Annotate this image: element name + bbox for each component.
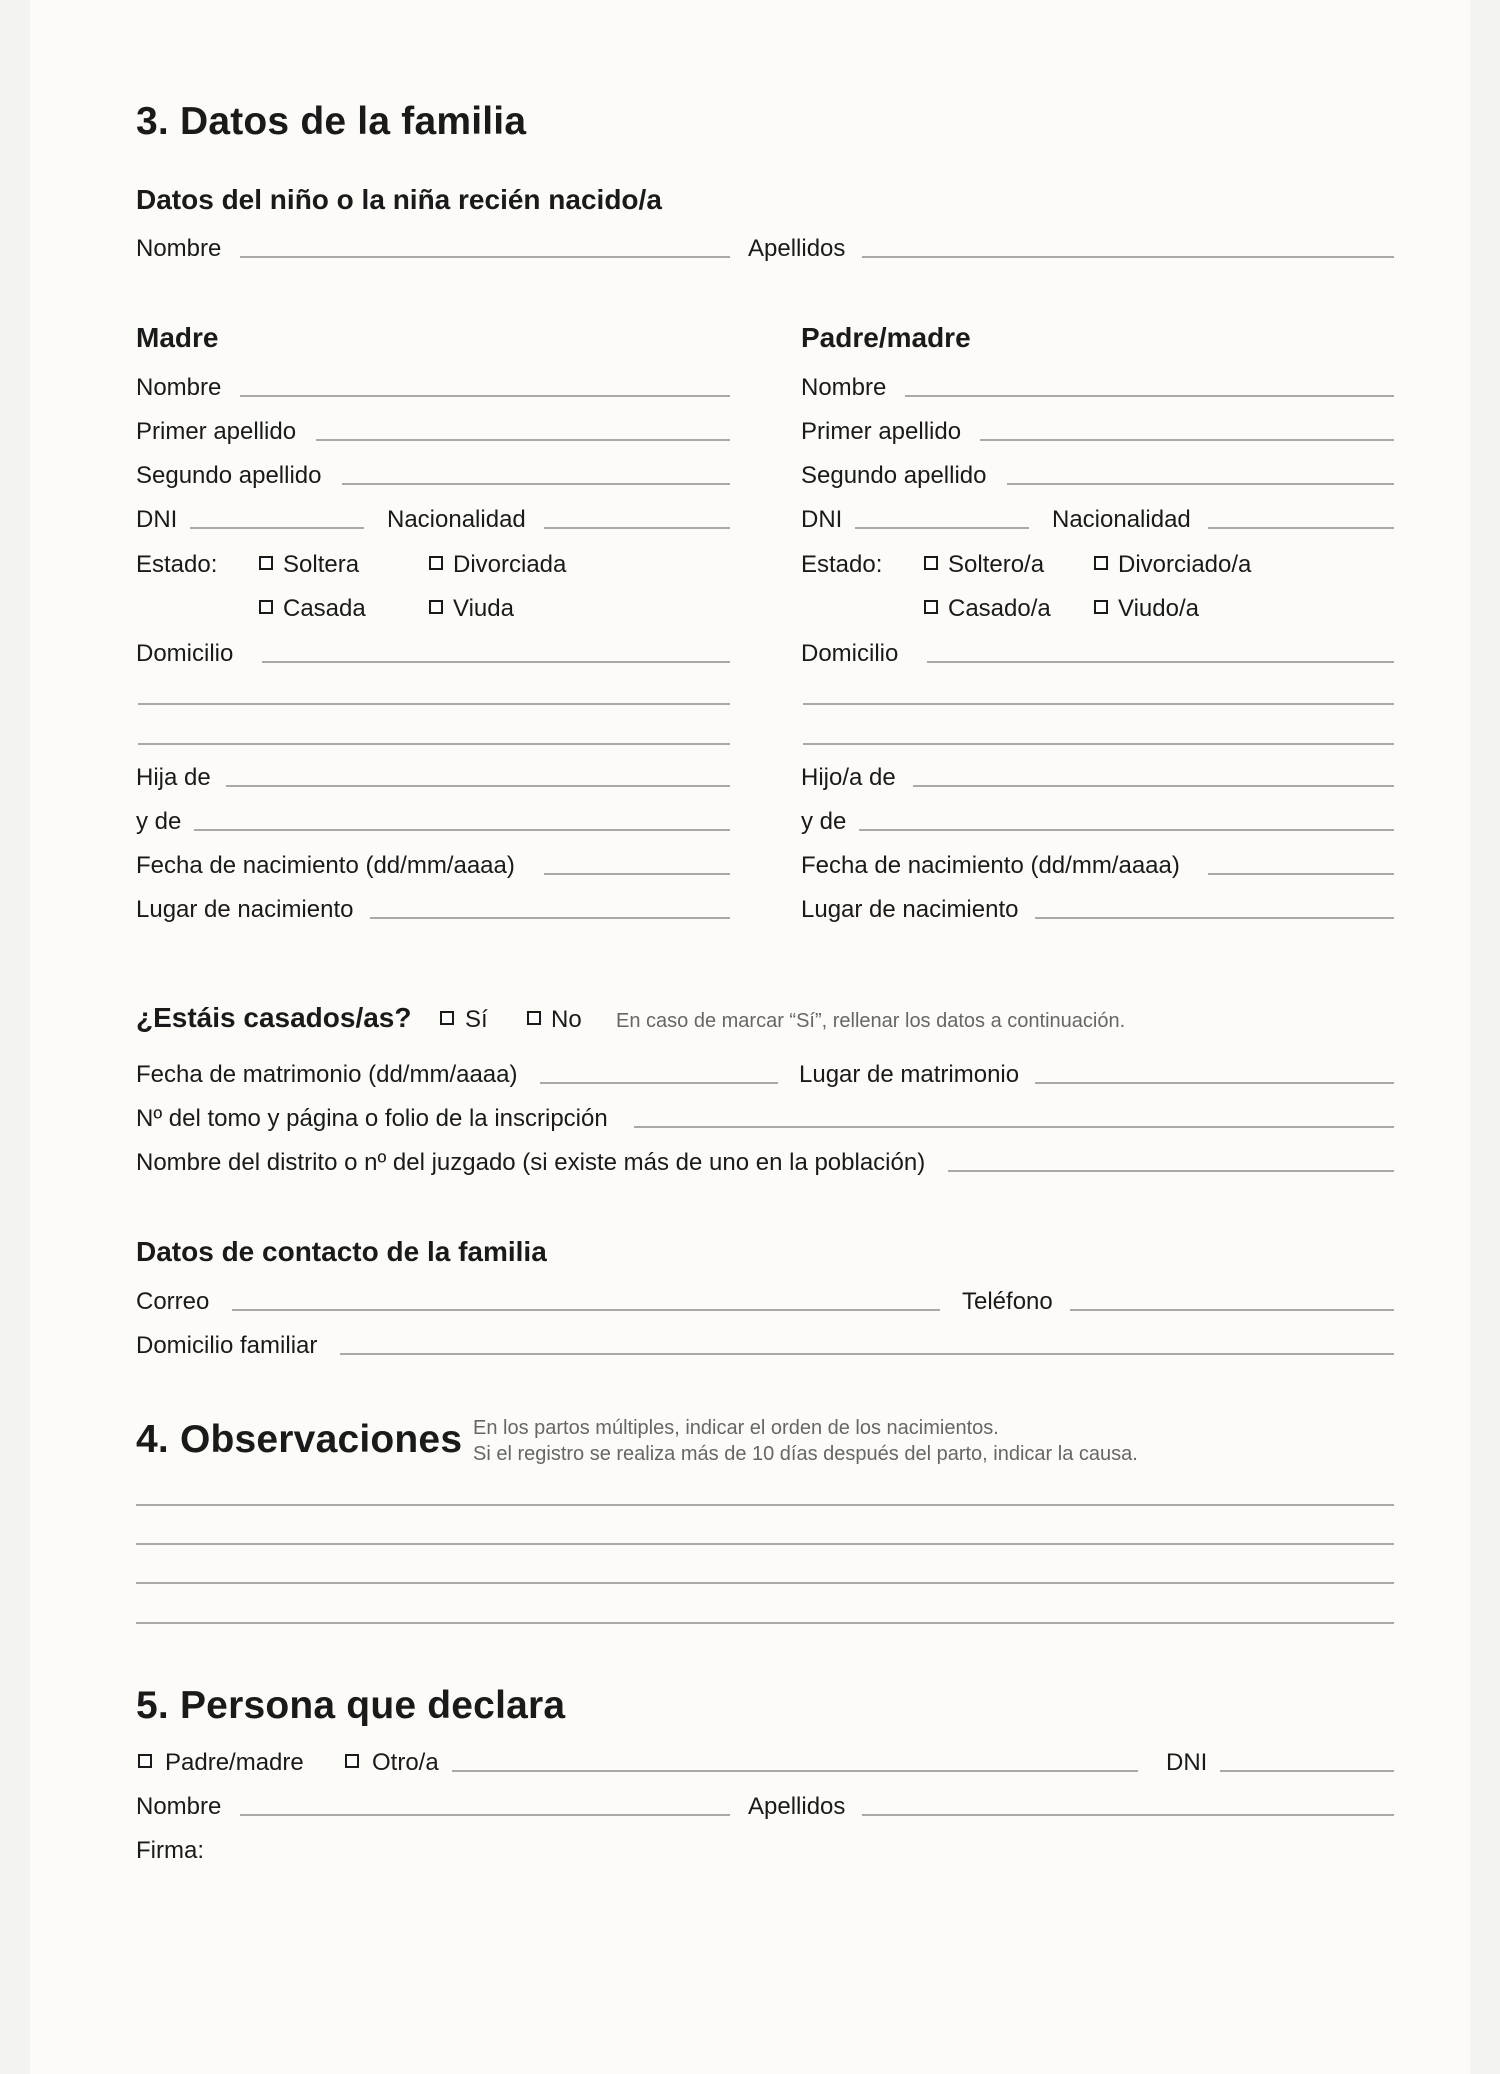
- mother-domicilio-field[interactable]: [262, 661, 730, 663]
- mother-fecha-nac-field[interactable]: [544, 873, 730, 875]
- declarant-padre-madre-label: Padre/madre: [165, 1749, 304, 1776]
- married-yes-checkbox[interactable]: [440, 1011, 454, 1025]
- declarant-otro-label: Otro/a: [372, 1749, 439, 1776]
- observaciones-note-2: Si el registro se realiza más de 10 días después del parto, indicar la causa.: [473, 1443, 1138, 1465]
- parent2-dni-label: DNI: [801, 506, 843, 533]
- mother-domicilio-field-2[interactable]: [138, 703, 730, 705]
- observaciones-line-3[interactable]: [136, 1582, 1394, 1584]
- mother-nacionalidad-field[interactable]: [544, 527, 730, 529]
- lugar-matrimonio-field[interactable]: [1035, 1082, 1394, 1084]
- mother-nombre-label: Nombre: [136, 374, 222, 401]
- parent2-lugar-nac-label: Lugar de nacimiento: [801, 896, 1019, 923]
- lugar-matrimonio-label: Lugar de matrimonio: [799, 1061, 1020, 1088]
- parent2-hijo-de-field[interactable]: [913, 785, 1394, 787]
- parent2-primer-apellido-label: Primer apellido: [801, 418, 962, 445]
- mother-domicilio-label: Domicilio: [136, 640, 234, 667]
- tomo-field[interactable]: [634, 1126, 1394, 1128]
- parent2-divorciado-label: Divorciado/a: [1118, 551, 1252, 578]
- mother-estado-label: Estado:: [136, 551, 218, 578]
- parent2-y-de-field[interactable]: [859, 829, 1394, 831]
- newborn-nombre-field[interactable]: [240, 256, 730, 258]
- newborn-apellidos-label: Apellidos: [748, 235, 846, 262]
- distrito-label: Nombre del distrito o nº del juzgado (si existe más de uno en la población): [136, 1149, 926, 1176]
- mother-viuda-checkbox[interactable]: [429, 600, 443, 614]
- married-no-checkbox[interactable]: [527, 1011, 541, 1025]
- firma-label: Firma:: [136, 1837, 204, 1864]
- correo-field[interactable]: [232, 1309, 940, 1311]
- contact-heading: Datos de contacto de la familia: [136, 1236, 547, 1267]
- observaciones-line-4[interactable]: [136, 1622, 1394, 1624]
- declarant-otro-field[interactable]: [452, 1770, 1138, 1772]
- mother-lugar-nac-field[interactable]: [370, 917, 730, 919]
- fecha-matrimonio-label: Fecha de matrimonio (dd/mm/aaaa): [136, 1061, 518, 1088]
- distrito-field[interactable]: [948, 1170, 1394, 1172]
- parent2-nombre-field[interactable]: [905, 395, 1394, 397]
- mother-heading: Madre: [136, 322, 219, 353]
- mother-dni-label: DNI: [136, 506, 178, 533]
- observaciones-note-1: En los partos múltiples, indicar el orden de los nacimientos.: [473, 1417, 999, 1439]
- parent2-casado-label: Casado/a: [948, 595, 1051, 622]
- mother-primer-apellido-field[interactable]: [316, 439, 730, 441]
- form-page: [30, 0, 1470, 2074]
- parent2-nacionalidad-field[interactable]: [1208, 527, 1394, 529]
- parent2-y-de-label: y de: [801, 808, 847, 835]
- mother-soltera-checkbox[interactable]: [259, 556, 273, 570]
- parent2-dni-field[interactable]: [855, 527, 1029, 529]
- declarant-apellidos-field[interactable]: [862, 1814, 1394, 1816]
- married-yes-label: Sí: [465, 1006, 488, 1033]
- mother-divorciada-checkbox[interactable]: [429, 556, 443, 570]
- married-question: ¿Estáis casados/as?: [136, 1002, 412, 1033]
- parent2-segundo-apellido-label: Segundo apellido: [801, 462, 987, 489]
- parent2-hijo-de-label: Hijo/a de: [801, 764, 896, 791]
- fecha-matrimonio-field[interactable]: [540, 1082, 778, 1084]
- mother-nacionalidad-label: Nacionalidad: [387, 506, 526, 533]
- parent2-divorciado-checkbox[interactable]: [1094, 556, 1108, 570]
- domicilio-familiar-field[interactable]: [340, 1353, 1394, 1355]
- married-no-label: No: [551, 1006, 582, 1033]
- correo-label: Correo: [136, 1288, 210, 1315]
- telefono-label: Teléfono: [962, 1288, 1053, 1315]
- parent2-domicilio-field-3[interactable]: [803, 743, 1394, 745]
- parent2-fecha-nac-field[interactable]: [1208, 873, 1394, 875]
- parent2-fecha-nac-label: Fecha de nacimiento (dd/mm/aaaa): [801, 852, 1180, 879]
- mother-lugar-nac-label: Lugar de nacimiento: [136, 896, 354, 923]
- mother-casada-label: Casada: [283, 595, 366, 622]
- parent2-soltero-label: Soltero/a: [948, 551, 1045, 578]
- declarant-dni-label: DNI: [1166, 1749, 1208, 1776]
- mother-segundo-apellido-label: Segundo apellido: [136, 462, 322, 489]
- parent2-viudo-label: Viudo/a: [1118, 595, 1199, 622]
- mother-casada-checkbox[interactable]: [259, 600, 273, 614]
- tomo-label: Nº del tomo y página o folio de la inscripción: [136, 1105, 608, 1132]
- parent2-soltero-checkbox[interactable]: [924, 556, 938, 570]
- mother-fecha-nac-label: Fecha de nacimiento (dd/mm/aaaa): [136, 852, 515, 879]
- mother-y-de-label: y de: [136, 808, 182, 835]
- declarant-nombre-field[interactable]: [240, 1814, 730, 1816]
- parent2-heading: Padre/madre: [801, 322, 971, 353]
- mother-nombre-field[interactable]: [240, 395, 730, 397]
- observaciones-line-1[interactable]: [136, 1504, 1394, 1506]
- section-3-title: 3. Datos de la familia: [136, 100, 527, 143]
- parent2-casado-checkbox[interactable]: [924, 600, 938, 614]
- married-note: En caso de marcar “Sí”, rellenar los datos a continuación.: [616, 1010, 1126, 1032]
- parent2-primer-apellido-field[interactable]: [980, 439, 1394, 441]
- section-4-title: 4. Observaciones: [136, 1418, 463, 1461]
- newborn-heading: Datos del niño o la niña recién nacido/a: [136, 184, 662, 215]
- domicilio-familiar-label: Domicilio familiar: [136, 1332, 318, 1359]
- section-5-title: 5. Persona que declara: [136, 1684, 566, 1727]
- mother-hija-de-field[interactable]: [226, 785, 730, 787]
- parent2-estado-label: Estado:: [801, 551, 883, 578]
- parent2-domicilio-field-2[interactable]: [803, 703, 1394, 705]
- telefono-field[interactable]: [1070, 1309, 1394, 1311]
- newborn-nombre-label: Nombre: [136, 235, 222, 262]
- mother-viuda-label: Viuda: [453, 595, 514, 622]
- mother-divorciada-label: Divorciada: [453, 551, 567, 578]
- mother-hija-de-label: Hija de: [136, 764, 211, 791]
- parent2-domicilio-field[interactable]: [927, 661, 1394, 663]
- mother-primer-apellido-label: Primer apellido: [136, 418, 297, 445]
- parent2-lugar-nac-field[interactable]: [1035, 917, 1394, 919]
- mother-segundo-apellido-field[interactable]: [342, 483, 730, 485]
- parent2-segundo-apellido-field[interactable]: [1007, 483, 1394, 485]
- mother-dni-field[interactable]: [190, 527, 364, 529]
- parent2-nacionalidad-label: Nacionalidad: [1052, 506, 1191, 533]
- mother-soltera-label: Soltera: [283, 551, 360, 578]
- declarant-padre-madre-checkbox[interactable]: [138, 1754, 152, 1768]
- newborn-apellidos-field[interactable]: [862, 256, 1394, 258]
- parent2-domicilio-label: Domicilio: [801, 640, 899, 667]
- declarant-dni-field[interactable]: [1220, 1770, 1394, 1772]
- parent2-nombre-label: Nombre: [801, 374, 887, 401]
- declarant-otro-checkbox[interactable]: [345, 1754, 359, 1768]
- parent2-viudo-checkbox[interactable]: [1094, 600, 1108, 614]
- mother-domicilio-field-3[interactable]: [138, 743, 730, 745]
- declarant-apellidos-label: Apellidos: [748, 1793, 846, 1820]
- mother-y-de-field[interactable]: [194, 829, 730, 831]
- observaciones-line-2[interactable]: [136, 1543, 1394, 1545]
- declarant-nombre-label: Nombre: [136, 1793, 222, 1820]
